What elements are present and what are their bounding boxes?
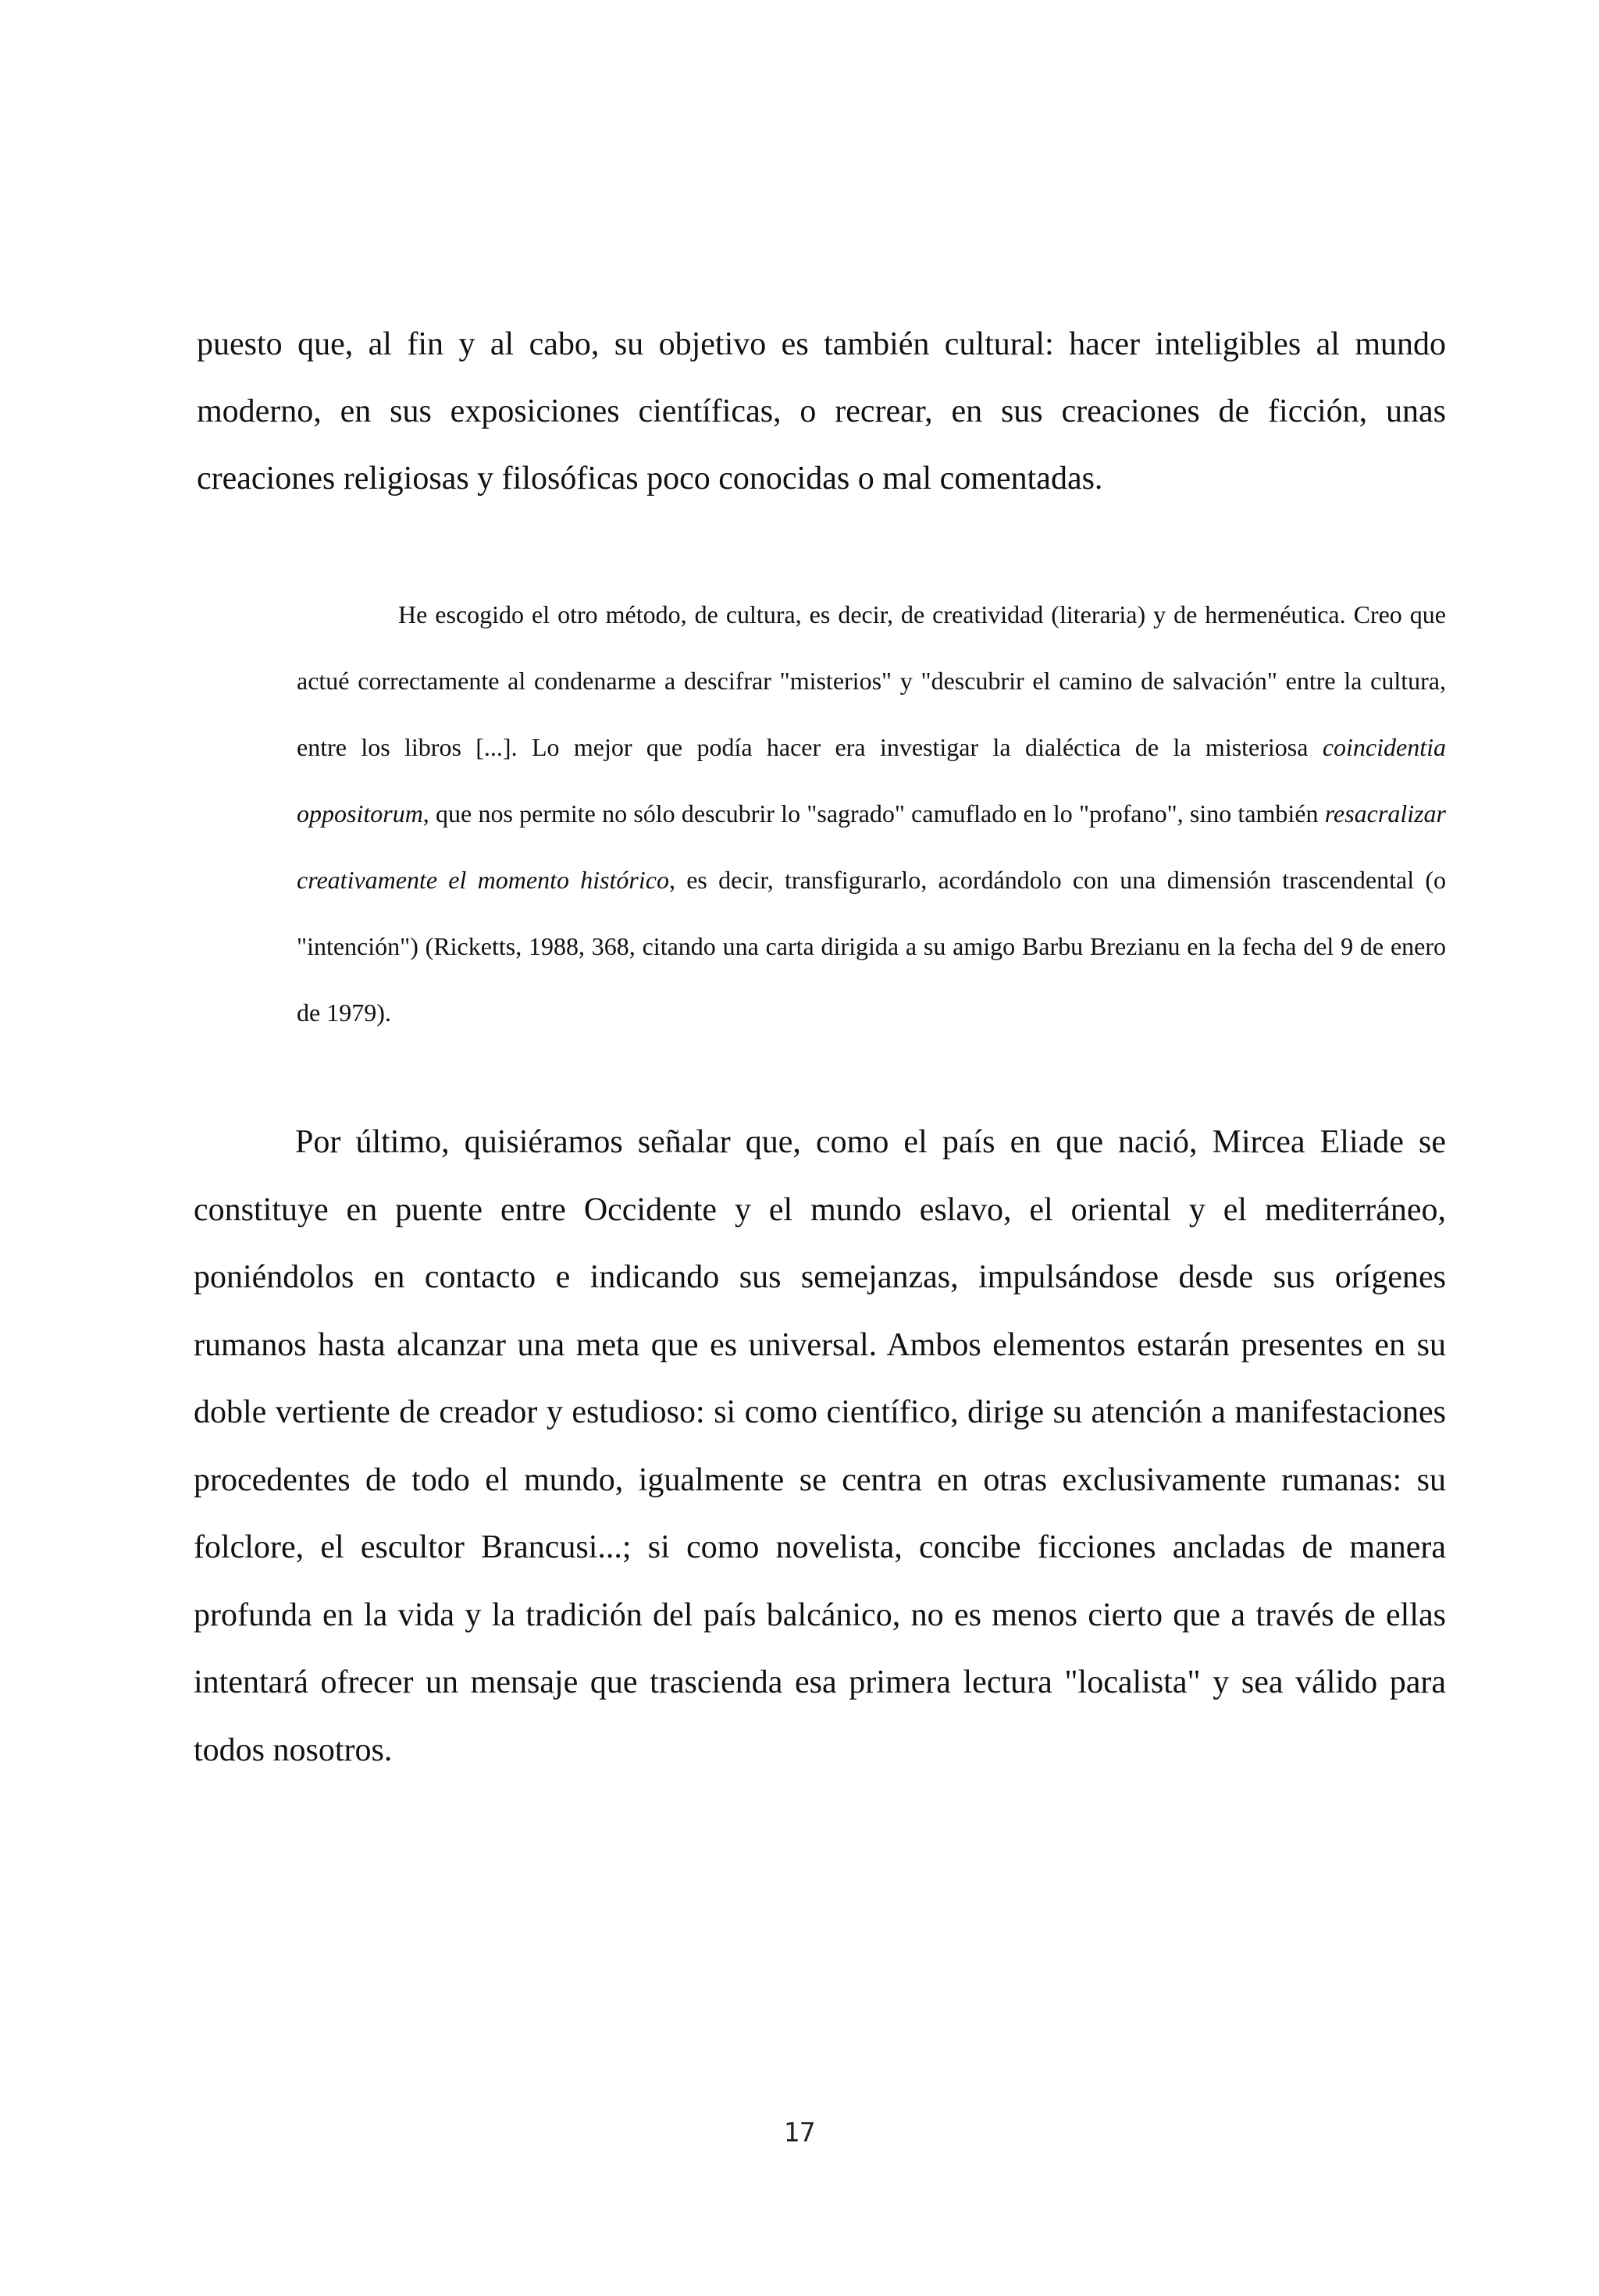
body-paragraph-continuation: puesto que, al fin y al cabo, su objetivo es también cultural: hacer inteligibles al mundo moderno, en sus exposiciones científicas, o recrear, en sus creaciones de ficción, unas creaciones religiosas y filosóficas poco conocidas o mal comentadas. [197, 326, 1446, 497]
quote-italic-coincidentia: coincidentia oppositorum [297, 733, 1446, 828]
body-paragraph-text: Por último, quisiéramos señalar que, como el país en que nació, Mircea Eliade se constituye en puente entre Occidente y el mundo eslavo, el oriental y el mediterráneo, poniéndolos en contacto e indicando sus semejanzas, impulsándose desde sus orígenes rumanos hasta alcanzar una meta que es universal. Ambos elementos estarán presentes en su doble vertiente de creador y estudioso: si como científico, dirige su atención a manifestaciones procedentes de todo el mundo, igualmente se centra en otras exclusivamente rumanas: su folclore, el escultor Brancusi...; si como novelista, concibe ficciones ancladas de manera profunda en la vida y la tradición del país balcánico, no es menos cierto que a través de ellas intentará ofrecer un mensaje que trascienda esa primera lectura "localista" y sea válido para todos nosotros. [194, 1124, 1446, 1768]
page-number: 17 [783, 2117, 816, 2148]
body-paragraph [194, 1109, 1446, 1784]
quote-italic-resacralizar: resacralizar creativamente el momento histórico [297, 799, 1446, 894]
quote-text-part-1: He escogido el otro método, de cultura, es decir, de creatividad (literaria) y de hermenéutica. Creo que actué correctamente al condenarme a descifrar "misterios" y "descubrir el camino de salvación" entre la cultura, entre los libros [...]. Lo mejor que podía hacer era investigar la dialéctica de la misteriosa [297, 600, 1446, 761]
quote-text-part-2: , que nos permite no sólo descubrir lo "sagrado" camuflado en lo "profano", sino también [422, 799, 1325, 828]
quote-text-part-3: , es decir, transfigurarlo, acordándolo con una dimensión trascendental (o "intención") (Ricketts, 1988, 368, citando una carta dirigida a su amigo Barbu Brezianu en la fecha del 9 de enero de 1979). [297, 866, 1447, 1027]
block-quotation [297, 582, 1446, 1046]
